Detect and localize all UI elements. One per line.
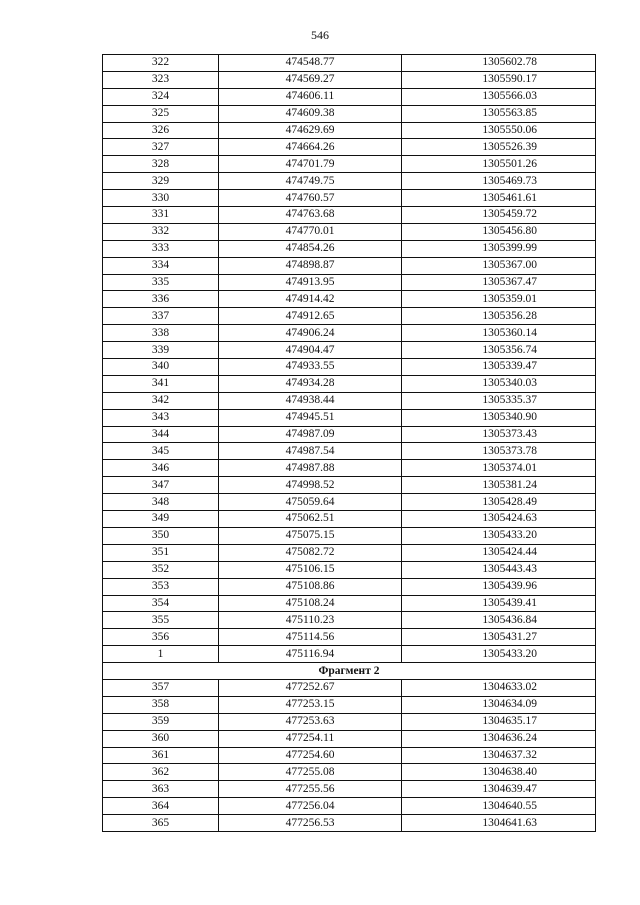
table-row <box>103 426 596 443</box>
point-number-cell: 334 <box>103 257 219 274</box>
x-coordinate-cell: 477255.56 <box>219 781 402 798</box>
x-coordinate-cell: 474987.54 <box>219 443 402 460</box>
table-row <box>103 477 596 494</box>
table-row <box>103 223 596 240</box>
table-row <box>103 544 596 561</box>
y-coordinate-cell: 1305399.99 <box>402 240 596 257</box>
y-coordinate-cell: 1305461.61 <box>402 190 596 207</box>
y-coordinate-cell: 1304633.02 <box>402 679 596 696</box>
table-row <box>103 375 596 392</box>
point-number-cell: 330 <box>103 190 219 207</box>
table-row <box>103 55 596 72</box>
y-coordinate-cell: 1305360.14 <box>402 325 596 342</box>
table-row <box>103 156 596 173</box>
y-coordinate-cell: 1304636.24 <box>402 730 596 747</box>
x-coordinate-cell: 474760.57 <box>219 190 402 207</box>
y-coordinate-cell: 1305439.96 <box>402 578 596 595</box>
x-coordinate-cell: 474898.87 <box>219 257 402 274</box>
table-row <box>103 342 596 359</box>
point-number-cell: 364 <box>103 798 219 815</box>
table-row <box>103 578 596 595</box>
y-coordinate-cell: 1305424.63 <box>402 511 596 528</box>
y-coordinate-cell: 1305359.01 <box>402 291 596 308</box>
y-coordinate-cell: 1305459.72 <box>402 207 596 224</box>
y-coordinate-cell: 1305424.44 <box>402 544 596 561</box>
point-number-cell: 359 <box>103 713 219 730</box>
x-coordinate-cell: 477253.63 <box>219 713 402 730</box>
x-coordinate-cell: 475110.23 <box>219 612 402 629</box>
y-coordinate-cell: 1305428.49 <box>402 494 596 511</box>
x-coordinate-cell: 477254.60 <box>219 747 402 764</box>
table-row <box>103 274 596 291</box>
y-coordinate-cell: 1305526.39 <box>402 139 596 156</box>
x-coordinate-cell: 475114.56 <box>219 629 402 646</box>
x-coordinate-cell: 474914.42 <box>219 291 402 308</box>
table-row <box>103 173 596 190</box>
point-number-cell: 322 <box>103 55 219 72</box>
x-coordinate-cell: 474906.24 <box>219 325 402 342</box>
table-row <box>103 359 596 376</box>
point-number-cell: 347 <box>103 477 219 494</box>
table-row <box>103 71 596 88</box>
y-coordinate-cell: 1305335.37 <box>402 392 596 409</box>
point-number-cell: 355 <box>103 612 219 629</box>
x-coordinate-cell: 474606.11 <box>219 88 402 105</box>
y-coordinate-cell: 1305443.43 <box>402 561 596 578</box>
y-coordinate-cell: 1304640.55 <box>402 798 596 815</box>
table-row <box>103 207 596 224</box>
point-number-cell: 331 <box>103 207 219 224</box>
table-row <box>103 190 596 207</box>
point-number-cell: 340 <box>103 359 219 376</box>
point-number-cell: 327 <box>103 139 219 156</box>
table-row <box>103 679 596 696</box>
point-number-cell: 324 <box>103 88 219 105</box>
x-coordinate-cell: 474904.47 <box>219 342 402 359</box>
x-coordinate-cell: 474987.88 <box>219 460 402 477</box>
point-number-cell: 342 <box>103 392 219 409</box>
table-row <box>103 443 596 460</box>
point-number-cell: 356 <box>103 629 219 646</box>
point-number-cell: 348 <box>103 494 219 511</box>
table-row <box>103 781 596 798</box>
point-number-cell: 326 <box>103 122 219 139</box>
point-number-cell: 333 <box>103 240 219 257</box>
point-number-cell: 339 <box>103 342 219 359</box>
table-row <box>103 595 596 612</box>
y-coordinate-cell: 1305501.26 <box>402 156 596 173</box>
y-coordinate-cell: 1305381.24 <box>402 477 596 494</box>
point-number-cell: 332 <box>103 223 219 240</box>
y-coordinate-cell: 1305340.90 <box>402 409 596 426</box>
x-coordinate-cell: 475108.24 <box>219 595 402 612</box>
table-row <box>103 798 596 815</box>
point-number-cell: 323 <box>103 71 219 88</box>
point-number-cell: 338 <box>103 325 219 342</box>
table-row <box>103 696 596 713</box>
y-coordinate-cell: 1305367.00 <box>402 257 596 274</box>
y-coordinate-cell: 1305373.43 <box>402 426 596 443</box>
point-number-cell: 350 <box>103 527 219 544</box>
point-number-cell: 360 <box>103 730 219 747</box>
table-row <box>103 257 596 274</box>
x-coordinate-cell: 474763.68 <box>219 207 402 224</box>
y-coordinate-cell: 1305566.03 <box>402 88 596 105</box>
y-coordinate-cell: 1305563.85 <box>402 105 596 122</box>
point-number-cell: 336 <box>103 291 219 308</box>
x-coordinate-cell: 474701.79 <box>219 156 402 173</box>
point-number-cell: 353 <box>103 578 219 595</box>
table-row <box>103 629 596 646</box>
table-row <box>103 612 596 629</box>
y-coordinate-cell: 1304635.17 <box>402 713 596 730</box>
y-coordinate-cell: 1305373.78 <box>402 443 596 460</box>
y-coordinate-cell: 1305367.47 <box>402 274 596 291</box>
x-coordinate-cell: 477252.67 <box>219 679 402 696</box>
x-coordinate-cell: 477256.04 <box>219 798 402 815</box>
x-coordinate-cell: 475062.51 <box>219 511 402 528</box>
x-coordinate-cell: 474912.65 <box>219 308 402 325</box>
x-coordinate-cell: 474770.01 <box>219 223 402 240</box>
point-number-cell: 337 <box>103 308 219 325</box>
point-number-cell: 329 <box>103 173 219 190</box>
point-number-cell: 345 <box>103 443 219 460</box>
x-coordinate-cell: 475075.15 <box>219 527 402 544</box>
table-row <box>103 325 596 342</box>
x-coordinate-cell: 477256.53 <box>219 815 402 832</box>
y-coordinate-cell: 1304634.09 <box>402 696 596 713</box>
x-coordinate-cell: 474933.55 <box>219 359 402 376</box>
point-number-cell: 357 <box>103 679 219 696</box>
point-number-cell: 328 <box>103 156 219 173</box>
table-row <box>103 747 596 764</box>
point-number-cell: 361 <box>103 747 219 764</box>
page-number: 546 <box>311 28 329 42</box>
y-coordinate-cell: 1305550.06 <box>402 122 596 139</box>
fragment-header-row <box>103 663 596 680</box>
y-coordinate-cell: 1305340.03 <box>402 375 596 392</box>
table-row <box>103 646 596 663</box>
y-coordinate-cell: 1304639.47 <box>402 781 596 798</box>
point-number-cell: 1 <box>103 646 219 663</box>
x-coordinate-cell: 474913.95 <box>219 274 402 291</box>
point-number-cell: 358 <box>103 696 219 713</box>
table-row <box>103 88 596 105</box>
x-coordinate-cell: 474749.75 <box>219 173 402 190</box>
y-coordinate-cell: 1305590.17 <box>402 71 596 88</box>
table-row <box>103 494 596 511</box>
y-coordinate-cell: 1304638.40 <box>402 764 596 781</box>
y-coordinate-cell: 1305469.73 <box>402 173 596 190</box>
table-row <box>103 392 596 409</box>
y-coordinate-cell: 1305356.28 <box>402 308 596 325</box>
y-coordinate-cell: 1305602.78 <box>402 55 596 72</box>
x-coordinate-cell: 474629.69 <box>219 122 402 139</box>
x-coordinate-cell: 475059.64 <box>219 494 402 511</box>
x-coordinate-cell: 474664.26 <box>219 139 402 156</box>
y-coordinate-cell: 1305431.27 <box>402 629 596 646</box>
x-coordinate-cell: 474945.51 <box>219 409 402 426</box>
table-row <box>103 730 596 747</box>
point-number-cell: 344 <box>103 426 219 443</box>
table-row <box>103 122 596 139</box>
table-row <box>103 105 596 122</box>
x-coordinate-cell: 475108.86 <box>219 578 402 595</box>
point-number-cell: 362 <box>103 764 219 781</box>
coordinates-table-body <box>103 55 596 832</box>
table-row <box>103 764 596 781</box>
y-coordinate-cell: 1304637.32 <box>402 747 596 764</box>
y-coordinate-cell: 1304641.63 <box>402 815 596 832</box>
y-coordinate-cell: 1305456.80 <box>402 223 596 240</box>
y-coordinate-cell: 1305439.41 <box>402 595 596 612</box>
y-coordinate-cell: 1305433.20 <box>402 527 596 544</box>
x-coordinate-cell: 477253.15 <box>219 696 402 713</box>
x-coordinate-cell: 474548.77 <box>219 55 402 72</box>
point-number-cell: 354 <box>103 595 219 612</box>
table-row <box>103 409 596 426</box>
fragment-title: Фрагмент 2 <box>103 663 596 680</box>
table-row <box>103 139 596 156</box>
table-row <box>103 713 596 730</box>
x-coordinate-cell: 474938.44 <box>219 392 402 409</box>
x-coordinate-cell: 477254.11 <box>219 730 402 747</box>
x-coordinate-cell: 475116.94 <box>219 646 402 663</box>
point-number-cell: 351 <box>103 544 219 561</box>
point-number-cell: 341 <box>103 375 219 392</box>
x-coordinate-cell: 474998.52 <box>219 477 402 494</box>
x-coordinate-cell: 474609.38 <box>219 105 402 122</box>
table-row <box>103 527 596 544</box>
table-row <box>103 511 596 528</box>
point-number-cell: 343 <box>103 409 219 426</box>
point-number-cell: 325 <box>103 105 219 122</box>
point-number-cell: 335 <box>103 274 219 291</box>
y-coordinate-cell: 1305374.01 <box>402 460 596 477</box>
x-coordinate-cell: 475082.72 <box>219 544 402 561</box>
point-number-cell: 363 <box>103 781 219 798</box>
table-row <box>103 291 596 308</box>
table-row <box>103 460 596 477</box>
point-number-cell: 352 <box>103 561 219 578</box>
x-coordinate-cell: 474569.27 <box>219 71 402 88</box>
point-number-cell: 365 <box>103 815 219 832</box>
table-row <box>103 561 596 578</box>
table-row <box>103 815 596 832</box>
x-coordinate-cell: 475106.15 <box>219 561 402 578</box>
table-row <box>103 240 596 257</box>
y-coordinate-cell: 1305433.20 <box>402 646 596 663</box>
x-coordinate-cell: 474987.09 <box>219 426 402 443</box>
table-row <box>103 308 596 325</box>
x-coordinate-cell: 477255.08 <box>219 764 402 781</box>
y-coordinate-cell: 1305339.47 <box>402 359 596 376</box>
x-coordinate-cell: 474854.26 <box>219 240 402 257</box>
point-number-cell: 349 <box>103 511 219 528</box>
x-coordinate-cell: 474934.28 <box>219 375 402 392</box>
y-coordinate-cell: 1305356.74 <box>402 342 596 359</box>
point-number-cell: 346 <box>103 460 219 477</box>
y-coordinate-cell: 1305436.84 <box>402 612 596 629</box>
coordinates-table <box>102 54 596 832</box>
